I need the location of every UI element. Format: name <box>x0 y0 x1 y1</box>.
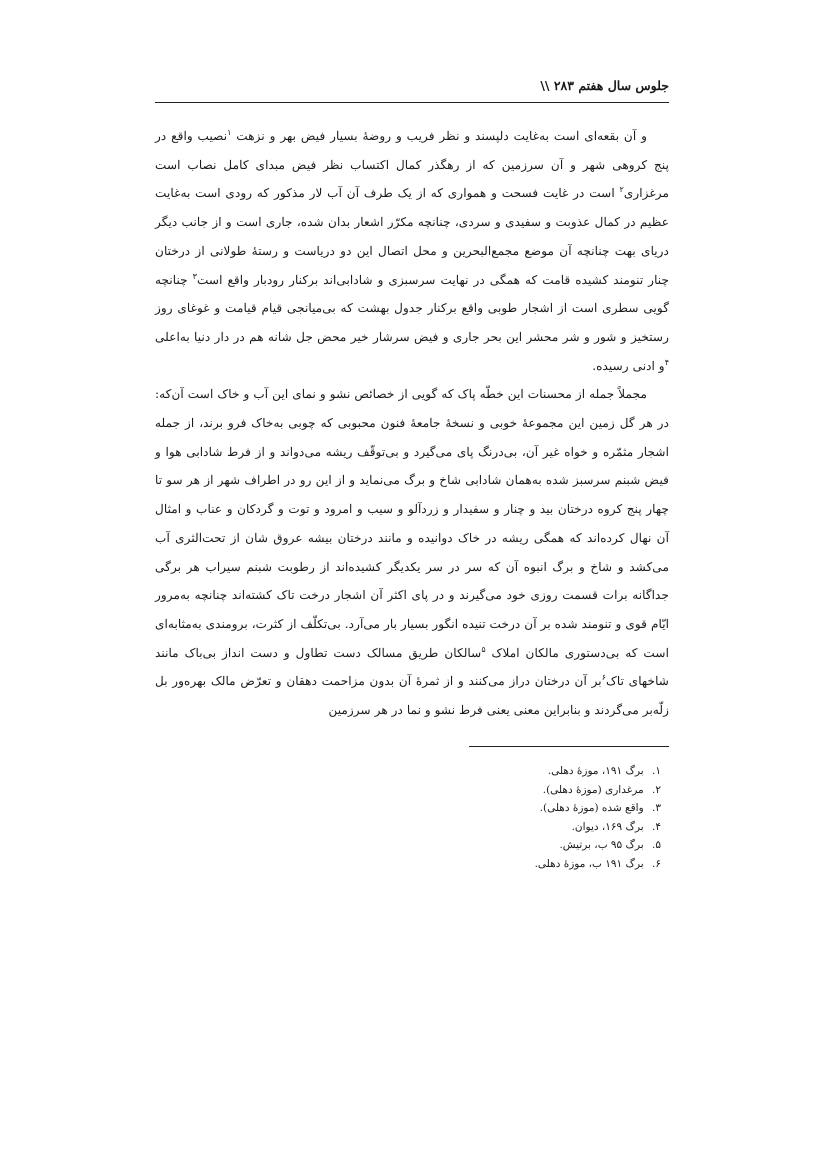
footnote-text: واقع شده (موزهٔ دهلی). <box>539 802 644 815</box>
footnote-item <box>155 836 669 855</box>
text-run: است در غایت فسحت و همواری که از یک طرف آن آب لار مذکور که رودی است به‌غایت عظیم در کمال عذوبت و سفیدی و سردی، چنانچه مکرّر اشعار بدان شده، جاری است و از جانب دیگر دریای بهت چنانچه آن موضع مجمع‌البحرین و محل اتصال این دو دریاست و رستهٔ طولانی از درختان چنار تنومند کشیده قامت که همگی در نهایت سرسبزی و شادابی‌اند برکنار رودبار واقع است <box>155 186 669 287</box>
footnote-text: مرغداری (موزهٔ دهلی). <box>542 783 644 796</box>
paragraph-1 <box>155 122 669 380</box>
footnote-item <box>155 818 669 837</box>
footnote-text: برگ ۱۹۱ ب، موزهٔ دهلی. <box>534 857 644 870</box>
body-text <box>155 122 669 725</box>
running-head: جلوس سال هفتم ‎\\‎ ۲۸۳ <box>540 78 669 93</box>
text-run: و آن بقعه‌ای است به‌غایت دلپسند و نظر فریب و روضهٔ بسیار فیض بهر و نزهت <box>231 129 647 143</box>
paragraph-2 <box>155 380 669 724</box>
footnote-number: ۶. <box>652 857 661 870</box>
footnote-item <box>155 762 669 781</box>
footnote-text: برگ ۹۵ ب، برتیش. <box>559 839 644 852</box>
footnote-text: برگ ۱۶۹، دیوان. <box>571 820 644 833</box>
footnote-mark-4[interactable]: ۴ <box>664 357 669 367</box>
text-run: و ادنی رسیده. <box>592 358 665 373</box>
footnote-mark-6[interactable]: ۶ <box>601 673 606 683</box>
footnote-mark-5[interactable]: ۵ <box>481 644 486 654</box>
footnote-divider <box>469 746 669 747</box>
footnote-mark-1[interactable]: ۱ <box>227 127 232 137</box>
text-run: نصیب واقع در پنج کروهی شهر و آن سرزمین که از رهگذر کمال اکتساب نظر فیض مبدای کامل نصاب است مرغزاری <box>155 129 669 201</box>
text-run: مجملاً جمله از محسنات این خطّه پاک که گویی از خصائص نشو و نمای این آب و خاک است آن‌که: در هر گل زمین این مجموعهٔ خوبی و نسخهٔ جامعهٔ فنون محبوبی که چوبی به‌خاک فرو برند، از جمله اشجار مثمّره و خواه غیر آن، بی‌درنگ پای می‌گیرد و بی‌توقّف ریشه می‌دواند و از فرط شادابی هوا و فیض شبنم سرسبز شده به‌همان شادابی شاخ و برگ می‌نماید و از این رو در اطراف شهر از هر سو تا چهار پنج کروه درختان بید و چنار و سفیدار و زردآلو و سیب و امرود و توت و گردکان و عناب و امثال آن نهال کرده‌اند که همگی ریشه در خاک دوانیده و مانند درختان بیشه عروق شان از تحت‌الثری آب می‌کشد و شاخ و برگ انبوه آن که سر در سر یکدیگر کشیده‌اند از رطوبت شبنم سیراب هر برگی جداگانه برات قسمت روزی خود می‌گیرند و در پای اکثر آن اشجار درخت تاک کشته‌اند چنانچه به‌مرور ایّام قوی و تنومند شده بر آن درخت تنیده انگور بسیار بار می‌آرد. بی‌تکلّف از کثرت، برومندی به‌مثابه‌ای است که بی‌دستوری مالکان املاک <box>155 387 669 660</box>
footnote-number: ۴. <box>652 820 661 833</box>
footnote-item <box>155 781 669 800</box>
text-run: چنانچه گویی سطری است از اشجار طوبی واقع برکنار جدول بهشت که بی‌میانجی قیام قیامت و غوغای روز رستخیز و شور و شر محشر این بحر جاری و فیض سرشار خیر محض جل شانه هم در دار دنیا به‌اعلی <box>155 272 669 344</box>
text-run: بر آن درختان دراز می‌کنند و از ثمرهٔ آن بدون مزاحمت دهقان و تعرّض مالک بهره‌ور بل زلّه‌بر می‌گردند و بنابراین معنی یعنی فرط نشو و نما در هر سرزمین <box>155 674 669 718</box>
footnote-number: ۱. <box>652 765 661 777</box>
footnote-number: ۳. <box>652 802 661 815</box>
footnote-item <box>155 799 669 818</box>
footnote-mark-2[interactable]: ۲ <box>619 185 624 195</box>
footnote-item <box>155 855 669 874</box>
footnote-text: برگ ۱۹۱، موزهٔ دهلی. <box>547 765 644 777</box>
footnotes-list <box>155 762 669 874</box>
footnote-number: ۵. <box>652 839 661 852</box>
page-header <box>155 76 669 103</box>
footnote-number: ۲. <box>652 783 661 796</box>
footnote-mark-3[interactable]: ۳ <box>192 271 197 281</box>
text-run: سالکان طریق مسالک دست تطاول و دست انداز بی‌باک مانند شاخهای تاک <box>155 645 669 689</box>
